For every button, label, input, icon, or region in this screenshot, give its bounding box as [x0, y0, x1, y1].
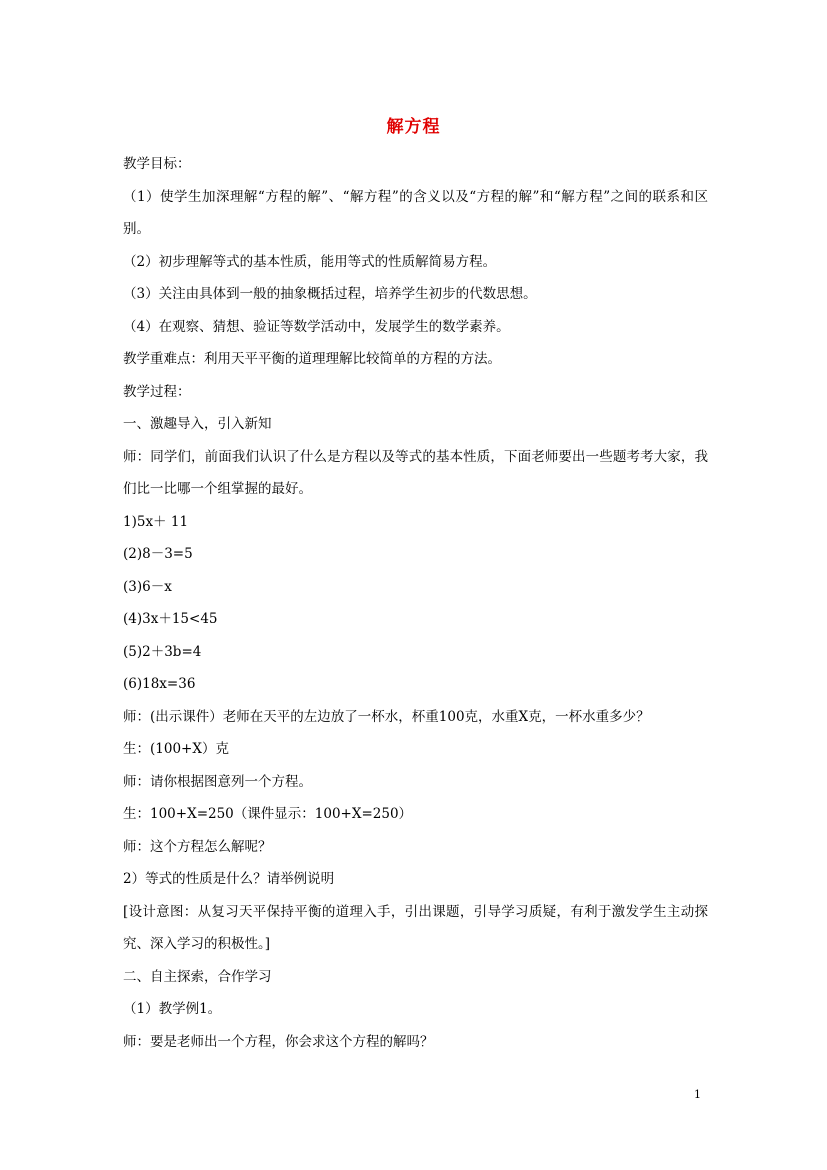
paragraph-objective-4: （4）在观察、猜想、验证等数学活动中，发展学生的数学素养。 [123, 318, 510, 335]
paragraph-objectives-heading: 教学目标： [123, 156, 191, 172]
paragraph-objective-2: （2）初步理解等式的基本性质，能用等式的性质解简易方程。 [123, 253, 497, 270]
document-title: 解方程 [386, 117, 441, 137]
document-body [123, 148, 708, 1058]
paragraph-section-2-heading: 二、自主探索，合作学习 [123, 968, 272, 985]
paragraph-teacher-solve: 师：要是老师出一个方程，你会求这个方程的解吗？ [123, 1033, 434, 1050]
paragraph-section-1-heading: 一、激趣导入，引入新知 [123, 416, 272, 432]
paragraph-student-answer-2: 生：100+X=250（课件显示：100+X=250） [123, 806, 413, 822]
paragraph-example-1: （1）教学例1。 [123, 1001, 222, 1017]
paragraph-teacher-balance: 师：(出示课件）老师在天平的左边放了一杯水，杯重100克，水重X克，一杯水重多少？ [123, 708, 650, 725]
paragraph-objective-3: （3）关注由具体到一般的抽象概括过程，培养学生初步的代数思想。 [123, 286, 537, 302]
paragraph-exercise-3: (3)6－x [123, 578, 172, 595]
paragraph-teacher-question: 师：这个方程怎么解呢？ [123, 838, 272, 855]
paragraph-student-answer-1: 生：(100+X）克 [123, 741, 229, 757]
paragraph-teacher-intro: 师：同学们，前面我们认识了什么是方程以及等式的基本性质，下面老师要出一些题考考大家，我们比一比哪一个组掌握的最好。 [123, 448, 708, 497]
paragraph-exercise-4: (4)3x＋15<45 [123, 611, 218, 627]
paragraph-design-intent: [设计意图：从复习天平保持平衡的道理入手，引出课题，引导学习质疑，有利于激发学生主动探究、深入学习的积极性。] [123, 903, 708, 952]
paragraph-process-heading: 教学过程： [123, 383, 191, 400]
paragraph-exercise-5: (5)2＋3b=4 [123, 643, 202, 660]
paragraph-key-points: 教学重难点：利用天平平衡的道理理解比较简单的方程的方法。 [123, 351, 501, 367]
page-number: 1 [694, 1088, 701, 1101]
paragraph-exercise-2: (2)8－3=5 [123, 546, 193, 562]
paragraph-objective-1: （1）使学生加深理解“方程的解”、“解方程”的含义以及“方程的解”和“解方程”之间的联系和区别。 [123, 188, 708, 237]
paragraph-exercise-6: (6)18x=36 [123, 676, 196, 692]
paragraph-exercise-1: 1)5x＋ 11 [123, 513, 189, 530]
paragraph-teacher-equation: 师：请你根据图意列一个方程。 [123, 773, 312, 790]
paragraph-equality-property: 2）等式的性质是什么？请举例说明 [123, 871, 335, 887]
